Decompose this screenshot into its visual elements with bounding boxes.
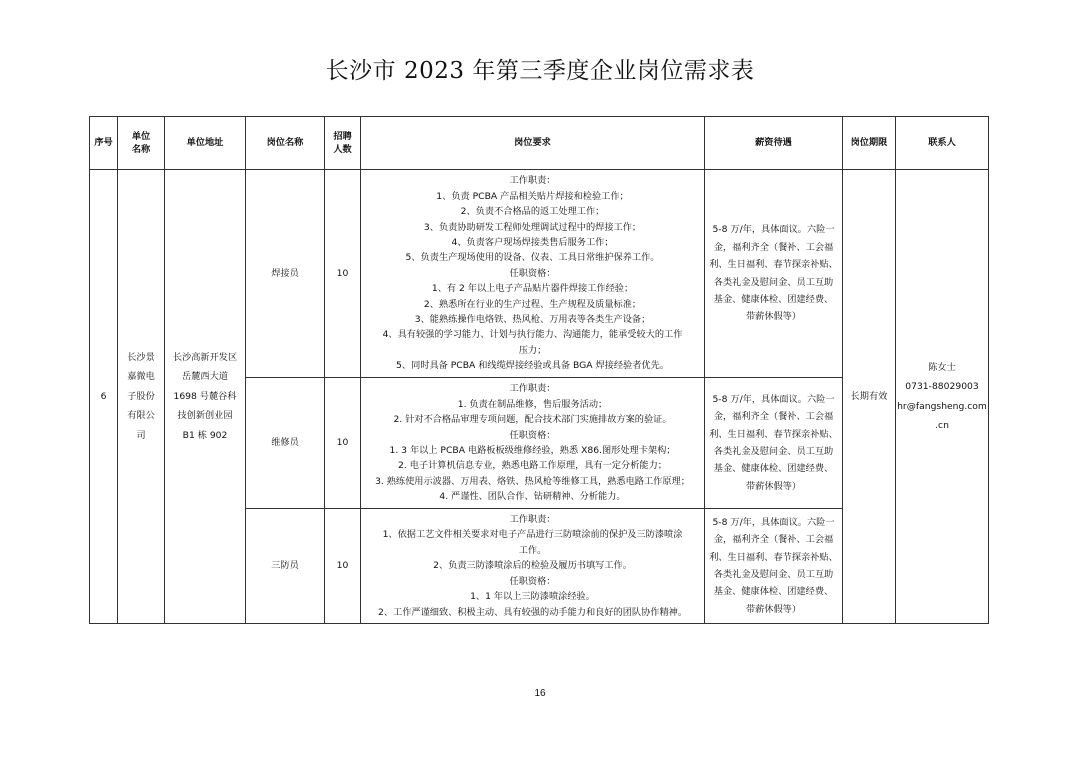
salary-line: 各类礼金及慰问金、员工互助 (713, 569, 834, 580)
position-name: 维修员 (246, 378, 325, 509)
requirement-line: 5、同时具备 PCBA 和线缆焊接经验或具备 BGA 焊接经验者优先。 (396, 360, 669, 372)
company-name-line: 长沙景 (127, 351, 155, 363)
header-requirements: 岗位要求 (361, 117, 705, 170)
requirement-line: 1、1 年以上三防漆喷涂经验。 (470, 591, 595, 603)
contact-name: 陈女士 (928, 361, 956, 373)
requirement-line: 2. 针对不合格品审理专项问题，配合技术部门实施排故方案的验证。 (393, 414, 672, 426)
requirement-line: 2、负责三防漆喷涂后的检验及履历书填写工作。 (433, 560, 632, 572)
header-headcount-line2: 人数 (333, 144, 352, 155)
header-address: 单位地址 (165, 117, 246, 170)
requirement-line: 工作职责： (509, 514, 556, 526)
requirement-line: 2、负责不合格品的返工处理工作； (460, 206, 605, 218)
salary-line: 利、生日福利、春节探亲补贴、 (709, 428, 838, 440)
position-name: 三防员 (246, 509, 325, 624)
salary-line: 基金、健康体检、团建经费、 (713, 586, 834, 598)
requirement-line: 3、能熟练操作电烙铁、热风枪、万用表等各类生产设备； (414, 314, 651, 326)
requirement-line: 1、依据工艺文件相关要求对电子产品进行三防喷涂前的保护及三防漆喷涂 (382, 529, 683, 541)
page-title: 长沙市 2023 年第三季度企业岗位需求表 (325, 58, 755, 84)
position-name: 焊接员 (246, 170, 325, 378)
address-line: 技创新创业园 (177, 410, 233, 422)
salary-line: 基金、健康体检、团建经费、 (713, 293, 834, 305)
job-period: 长期有效 (843, 170, 896, 624)
header-company (118, 117, 165, 170)
requirement-line: 3. 熟练使用示波器、万用表、烙铁、热风枪等维修工具，熟悉电路工作原理； (375, 475, 690, 487)
header-no: 序号 (90, 117, 118, 170)
requirement-line: 工作。 (518, 544, 547, 556)
requirement-line: 1、负责 PCBA 产品相关贴片焊接和检验工作； (436, 190, 629, 202)
contact-email: hr@fangsheng.com (897, 400, 987, 412)
requirement-line: 4、负责客户现场焊接类售后服务工作； (451, 236, 614, 248)
contact (896, 170, 989, 624)
requirement-line: 4. 严谨性、团队合作、钻研精神、分析能力。 (439, 491, 626, 503)
salary-line: 利、生日福利、春节探亲补贴、 (709, 551, 838, 563)
requirement-line: 3、负责协助研发工程师处理调试过程中的焊接工作； (423, 221, 642, 233)
requirement-line: 任职资格： (509, 575, 556, 587)
company-name-line: 子股份 (127, 390, 155, 402)
requirement-line: 5、负责生产现场使用的设备、仪表、工具日常维护保养工作。 (405, 252, 660, 264)
address-line: B1 栋 902 (182, 429, 228, 441)
requirement-line: 2、熟悉所在行业的生产过程、生产规程及质量标准； (423, 298, 642, 310)
salary-line: 各类礼金及慰问金、员工互助 (713, 276, 834, 288)
salary-line: 金，福利齐全（餐补、工会福 (713, 241, 834, 253)
requirement-line: 1. 3 年以上 PCBA 电路板板级维修经验，熟悉 X86.图形处理卡架构； (389, 445, 676, 456)
requirement-line: 工作职责： (509, 383, 556, 395)
contact-email-suffix: .cn (935, 420, 949, 431)
requirement-line: 1、有 2 年以上电子产品贴片器件焊接工作经验； (431, 283, 634, 295)
company-name (118, 170, 165, 624)
salary-line: 5-8 万/年，具体面议。六险一 (712, 224, 835, 236)
headcount: 10 (325, 170, 361, 378)
company-name-line: 有限公 (127, 410, 155, 422)
salary-line: 带薪休假等） (745, 603, 802, 615)
requirements (361, 170, 705, 378)
requirements (361, 509, 705, 624)
address-line: 1698 号麓谷科 (173, 390, 237, 402)
headcount: 10 (325, 378, 361, 509)
requirements (361, 378, 705, 509)
header-contact: 联系人 (896, 117, 989, 170)
requirement-line: 2. 电子计算机信息专业，熟悉电路工作原理，具有一定分析能力； (398, 460, 667, 472)
requirement-line: 4、具有较强的学习能力、计划与执行能力、沟通能力，能承受较大的工作 (382, 329, 683, 341)
table-row (90, 170, 989, 378)
salary-line: 各类礼金及慰问金、员工互助 (713, 446, 834, 457)
address-line: 长沙高新开发区 (172, 351, 238, 363)
header-company-line2: 名称 (131, 144, 151, 155)
job-demand-table (89, 116, 989, 624)
requirement-line: 工作职责： (509, 175, 556, 187)
header-salary: 薪资待遇 (705, 117, 843, 170)
requirement-line: 1. 负责在制品维修，售后服务活动； (457, 398, 608, 410)
header-period: 岗位期限 (843, 117, 896, 170)
requirement-line: 任职资格： (509, 267, 556, 279)
requirement-line: 2、工作严谨细致、积极主动、具有较强的动手能力和良好的团队协作精神。 (377, 606, 688, 618)
header-row (90, 117, 989, 170)
headcount: 10 (325, 509, 361, 624)
header-headcount-line1: 招聘 (333, 131, 352, 142)
requirement-line: 压力； (518, 344, 547, 356)
company-name-line: 嘉微电 (127, 371, 155, 383)
company-address (165, 170, 246, 624)
salary-line: 带薪休假等） (745, 311, 802, 323)
header-position: 岗位名称 (246, 117, 325, 170)
salary-line: 带薪休假等） (745, 480, 802, 492)
salary-line: 金，福利齐全（餐补、工会福 (713, 411, 834, 423)
company-no: 6 (90, 170, 118, 624)
salary (705, 378, 843, 509)
salary-line: 金，福利齐全（餐补、工会福 (713, 534, 834, 546)
header-company-line1: 单位 (131, 131, 151, 142)
salary-line: 利、生日福利、春节探亲补贴、 (709, 259, 838, 271)
salary-line: 5-8 万/年，具体面议。六险一 (712, 516, 835, 528)
header-headcount (325, 117, 361, 170)
salary-line: 基金、健康体检、团建经费、 (713, 463, 834, 475)
salary (705, 509, 843, 624)
page-number: 16 (534, 688, 546, 699)
company-name-line: 司 (136, 429, 146, 441)
salary-line: 5-8 万/年，具体面议。六险一 (712, 393, 835, 405)
contact-phone: 0731-88029003 (905, 381, 979, 392)
address-line: 岳麓西大道 (182, 371, 228, 383)
requirement-line: 任职资格： (509, 429, 556, 441)
salary (705, 170, 843, 378)
